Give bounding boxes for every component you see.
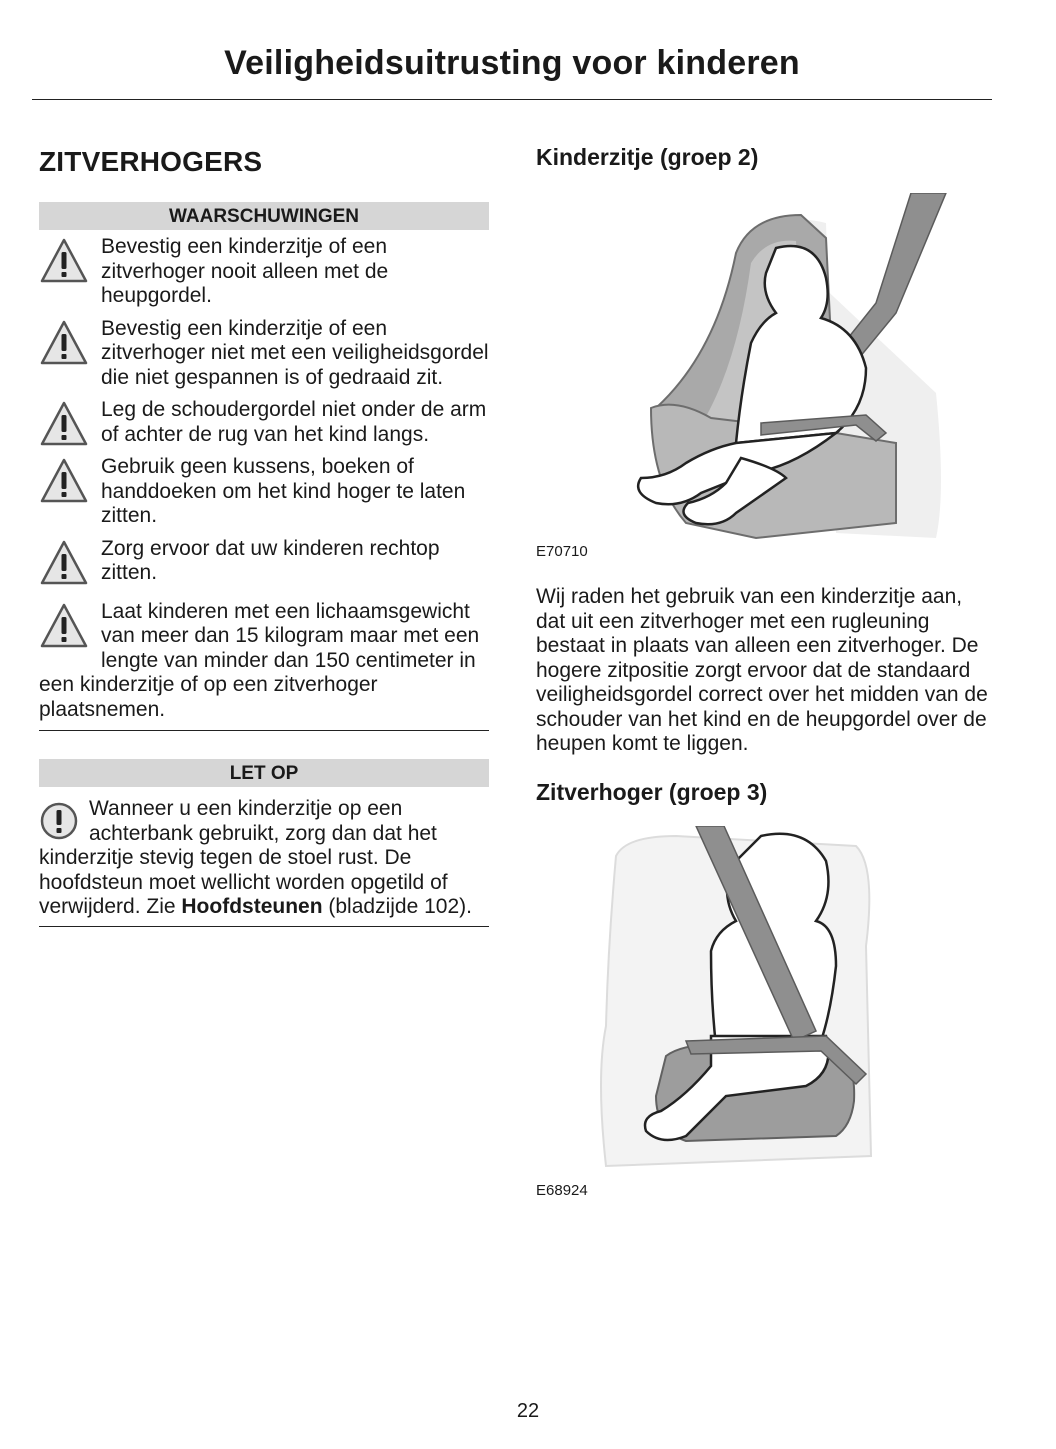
warning-item xyxy=(39,455,489,529)
note-end-divider xyxy=(39,926,489,927)
page-number: 22 xyxy=(516,1400,540,1422)
warning-triangle-icon xyxy=(39,237,89,285)
figure-id: E68924 xyxy=(536,1181,588,1199)
section-heading-zitverhogers: ZITVERHOGERS xyxy=(39,146,263,177)
warning-text: Zorg ervoor dat uw kinderen rechtop zitten. xyxy=(101,536,440,584)
warning-triangle-icon xyxy=(39,400,89,448)
warning-triangle-icon xyxy=(39,602,89,650)
warning-triangle-icon xyxy=(39,457,89,505)
page-title: Veiligheidsuitrusting voor kinderen xyxy=(224,44,800,82)
warning-item xyxy=(39,398,489,447)
warnings-end-divider xyxy=(39,730,489,731)
warning-item xyxy=(39,235,489,309)
title-divider xyxy=(32,99,992,100)
figure-zitverhoger xyxy=(536,826,996,1206)
child-seat-illustration xyxy=(536,193,996,548)
warning-item xyxy=(39,600,489,723)
note-bar: LET OP xyxy=(39,759,489,787)
left-column xyxy=(39,140,489,927)
note-item xyxy=(39,797,489,920)
warning-triangle-icon xyxy=(39,319,89,367)
figure-kinderzitje xyxy=(536,193,996,573)
warning-text: Leg de schoudergordel niet onder de arm of achter de rug van het kind langs. xyxy=(101,398,487,446)
warning-item xyxy=(39,537,489,586)
subheading-zitverhoger: Zitverhoger (groep 3) xyxy=(536,778,768,805)
caution-circle-icon xyxy=(39,801,79,841)
subheading-kinderzitje: Kinderzitje (groep 2) xyxy=(536,144,759,170)
booster-seat-illustration xyxy=(536,826,996,1186)
note-link-hoofdsteunen[interactable]: Hoofdsteunen xyxy=(181,895,323,918)
warning-item xyxy=(39,317,489,391)
warnings-bar: WAARSCHUWINGEN xyxy=(39,202,489,230)
warning-text: Bevestig een kinderzitje of een zitverhoger niet met een veiligheidsgordel die niet gespannen is of gedraaid zit. xyxy=(101,316,489,389)
warning-text: Bevestig een kinderzitje of een zitverhoger nooit alleen met de heupgordel. xyxy=(101,235,389,307)
figure-id: E70710 xyxy=(536,543,588,560)
warning-triangle-icon xyxy=(39,539,89,587)
body-paragraph: Wij raden het gebruik van een kinderzitje aan, dat uit een zitverhoger met een rugleuning bestaat in plaats van alleen een zitverhoger. De hogere zitpositie zorgt ervoor dat de standaard veiligheidsgordel correct over het midden van de schouder van het kind en de heupgordel over de heupen komt te liggen. xyxy=(536,585,988,755)
warning-text: Gebruik geen kussens, boeken of handdoeken om het kind hoger te laten zitten. xyxy=(101,455,466,527)
note-text: Wanneer u een kinderzitje op een achterbank gebruikt, zorg dan dat het kinderzitje stevig tegen de stoel rust. De hoofdsteun moet wellicht worden opgetild of verwijderd. Zie xyxy=(39,797,448,918)
warning-text: Laat kinderen met een lichaamsgewicht van meer dan 15 kilogram maar met een lengte van minder dan 150 centimeter in een kinderzitje of op een zitverhoger plaatsnemen. xyxy=(39,599,480,721)
note-page-ref: (bladzijde 102). xyxy=(322,895,472,918)
right-column xyxy=(536,140,996,1206)
